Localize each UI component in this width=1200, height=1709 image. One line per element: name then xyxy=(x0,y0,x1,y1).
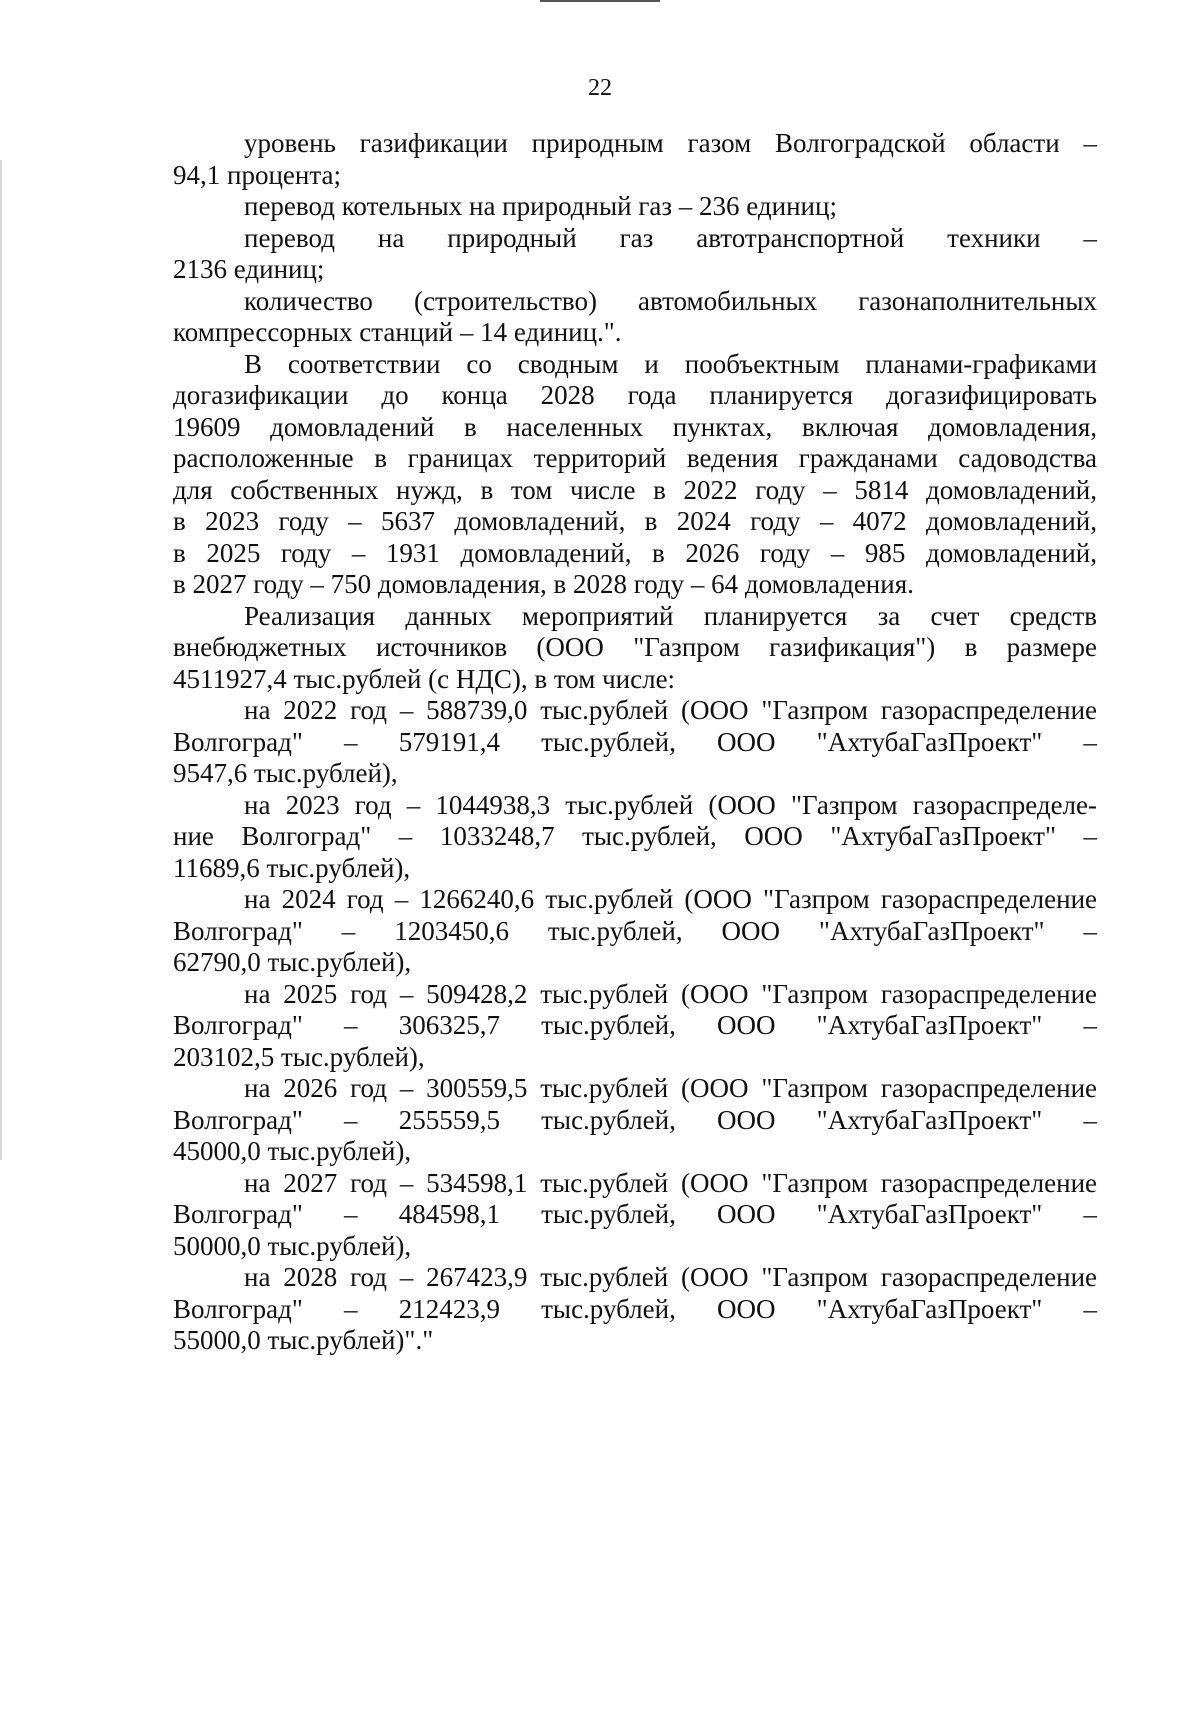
paragraph xyxy=(173,790,1097,885)
text-line: 50000,0 тыс.рублей), xyxy=(173,1230,412,1261)
text-line: В соответствии со сводным и пообъектным планами-графиками xyxy=(244,348,1097,379)
text-line: 45000,0 тыс.рублей), xyxy=(173,1136,412,1166)
text-line: перевод на природный газ автотранспортной техники – xyxy=(244,222,1097,253)
text-line: 55000,0 тыс.рублей)"." xyxy=(173,1325,434,1355)
text-line: на 2028 год – 267423,9 тыс.рублей (ООО "Газпром газораспределение xyxy=(244,1262,1097,1292)
text-line: 94,1 процента; xyxy=(173,159,341,190)
paragraph xyxy=(173,128,1097,191)
text-line: на 2022 год – 588739,0 тыс.рублей (ООО "Газпром газораспределение xyxy=(244,695,1097,725)
text-line: 2136 единиц; xyxy=(173,254,325,284)
text-line: догазификации до конца 2028 года планируется догазифицировать xyxy=(173,380,1097,410)
text-line: Волгоград" – 579191,4 тыс.рублей, ООО "АхтубаГазПроект" – xyxy=(173,726,1097,757)
text-line: в 2027 году – 750 домовладения, в 2028 году – 64 домовладения. xyxy=(173,569,914,599)
text-line: перевод котельных на природный газ – 236 единиц; xyxy=(244,191,837,221)
paragraph xyxy=(173,349,1097,601)
paragraph xyxy=(173,979,1097,1074)
text-line: ние Волгоград" – 1033248,7 тыс.рублей, ООО "АхтубаГазПроект" – xyxy=(173,821,1097,851)
text-line: на 2027 год – 534598,1 тыс.рублей (ООО "Газпром газораспределение xyxy=(244,1167,1097,1198)
scan-edge-left xyxy=(0,160,2,1160)
paragraph xyxy=(173,1168,1097,1263)
paragraph xyxy=(173,884,1097,979)
paragraph xyxy=(173,286,1097,349)
text-line: внебюджетных источников (ООО "Газпром газификация") в размере xyxy=(173,632,1097,662)
text-line: на 2025 год – 509428,2 тыс.рублей (ООО "Газпром газораспределение xyxy=(244,978,1097,1009)
text-line: 203102,5 тыс.рублей), xyxy=(173,1041,425,1072)
text-line: уровень газификации природным газом Волгоградской области – xyxy=(244,128,1097,158)
page-number: 22 xyxy=(588,75,612,101)
text-line: количество (строительство) автомобильных газонаполнительных xyxy=(244,285,1097,316)
document-body xyxy=(173,128,1097,1357)
text-line: Волгоград" – 306325,7 тыс.рублей, ООО "АхтубаГазПроект" – xyxy=(173,1010,1097,1040)
text-line: Волгоград" – 212423,9 тыс.рублей, ООО "АхтубаГазПроект" – xyxy=(173,1293,1097,1324)
text-line: Реализация данных мероприятий планируется за счет средств xyxy=(244,600,1097,631)
text-line: Волгоград" – 255559,5 тыс.рублей, ООО "АхтубаГазПроект" – xyxy=(173,1104,1097,1135)
text-line: 4511927,4 тыс.рублей (с НДС), в том числе: xyxy=(173,663,676,694)
paragraph xyxy=(173,601,1097,696)
text-line: компрессорных станций – 14 единиц.". xyxy=(173,317,622,347)
scan-edge-top xyxy=(540,0,660,2)
text-line: на 2024 год – 1266240,6 тыс.рублей (ООО "Газпром газораспределение xyxy=(244,884,1097,914)
text-line: 19609 домовладений в населенных пунктах, включая домовладения, xyxy=(173,411,1097,442)
text-line: 11689,6 тыс.рублей), xyxy=(173,852,411,883)
paragraph xyxy=(173,223,1097,286)
text-line: 62790,0 тыс.рублей), xyxy=(173,947,412,977)
text-line: Волгоград" – 484598,1 тыс.рублей, ООО "АхтубаГазПроект" – xyxy=(173,1199,1097,1229)
text-line: расположенные в границах территорий ведения гражданами садоводства xyxy=(173,443,1097,473)
paragraph xyxy=(173,191,1097,223)
text-line: 9547,6 тыс.рублей), xyxy=(173,758,398,788)
text-line: на 2023 год – 1044938,3 тыс.рублей (ООО "Газпром газораспределе- xyxy=(244,789,1097,820)
text-line: Волгоград" – 1203450,6 тыс.рублей, ООО "АхтубаГазПроект" – xyxy=(173,915,1097,946)
text-line: на 2026 год – 300559,5 тыс.рублей (ООО "Газпром газораспределение xyxy=(244,1073,1097,1103)
text-line: в 2025 году – 1931 домовладений, в 2026 году – 985 домовладений, xyxy=(173,537,1097,568)
paragraph xyxy=(173,695,1097,790)
text-line: в 2023 году – 5637 домовладений, в 2024 году – 4072 домовладений, xyxy=(173,506,1097,536)
paragraph xyxy=(173,1262,1097,1357)
text-line: для собственных нужд, в том числе в 2022 году – 5814 домовладений, xyxy=(173,474,1097,505)
paragraph xyxy=(173,1073,1097,1168)
